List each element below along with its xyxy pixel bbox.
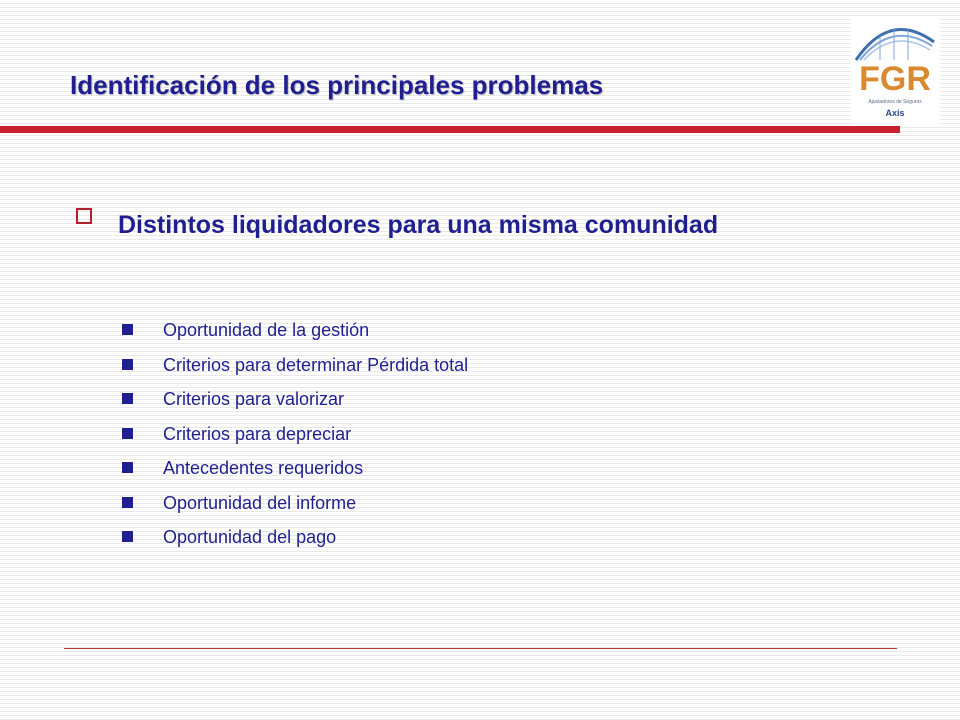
slide-title: Identificación de los principales problemas	[70, 70, 604, 100]
square-bullet-icon	[122, 324, 133, 335]
sub-point-text: Oportunidad del informe	[163, 492, 357, 513]
fgr-logo	[850, 16, 940, 126]
square-bullet-icon	[122, 393, 133, 404]
square-bullet-icon	[122, 462, 133, 473]
sub-point-text: Antecedentes requeridos	[163, 458, 364, 478]
logo-tagline: Ajustadores de Seguros	[868, 99, 922, 105]
footer-rule	[64, 648, 897, 649]
sub-point-text: Oportunidad de la gestión	[163, 320, 370, 340]
sub-point-text: Criterios para depreciar	[163, 423, 352, 444]
sub-point-text: Oportunidad del pago	[163, 527, 337, 547]
bridge-arc-icon	[850, 16, 940, 66]
logo-partner: Axis	[885, 108, 905, 118]
main-point: Distintos liquidadores para una misma comunidad	[118, 211, 719, 239]
logo-brand-text: FGR	[859, 60, 931, 98]
square-bullet-icon	[122, 428, 133, 439]
square-bullet-icon	[122, 531, 133, 542]
square-bullet-icon	[122, 359, 133, 370]
title-underline-rule	[0, 126, 900, 133]
square-bullet-icon	[122, 497, 133, 508]
hollow-square-bullet-icon	[76, 208, 92, 224]
sub-point-text: Criterios para determinar Pérdida total	[163, 354, 469, 375]
sub-point-text: Criterios para valorizar	[163, 389, 345, 409]
